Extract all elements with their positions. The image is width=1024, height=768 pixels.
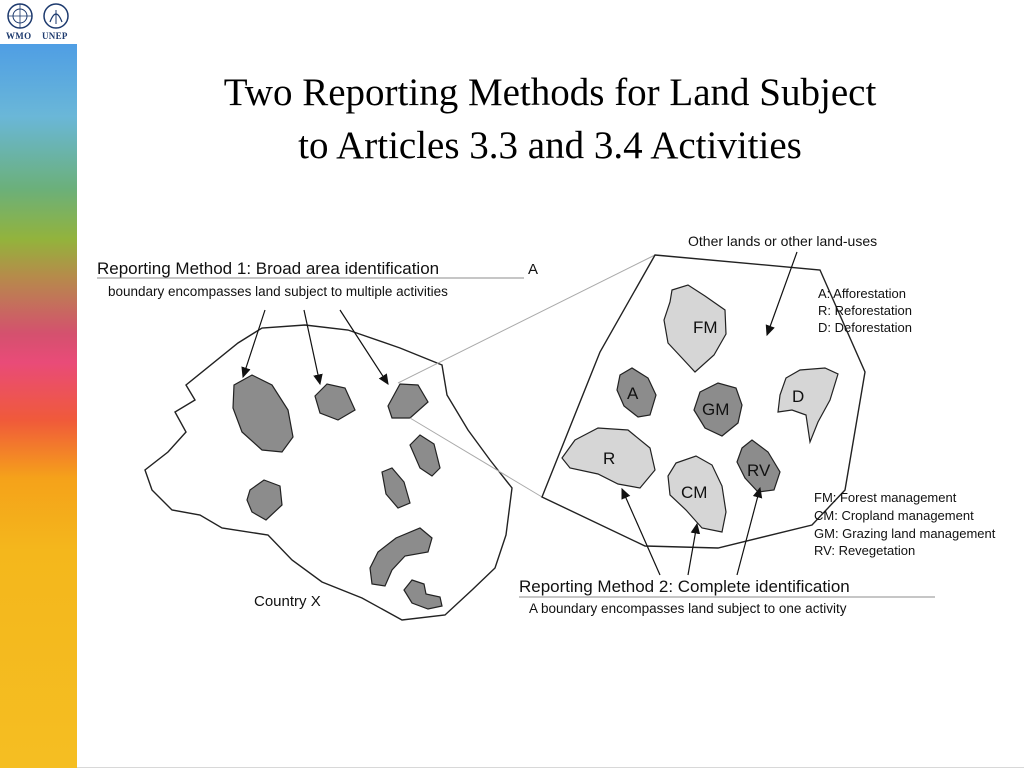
country-x-boundary xyxy=(145,325,512,620)
legend-grazing-land-management: GM: Grazing land management xyxy=(814,526,996,541)
legend-afforestation: A: Afforestation xyxy=(818,286,906,301)
region-rv-label: RV xyxy=(747,461,771,480)
other-lands-label: Other lands or other land-uses xyxy=(688,233,878,249)
legend-revegetation: RV: Revegetation xyxy=(814,543,916,558)
region-a-label: A xyxy=(627,384,639,403)
region-r-label: R xyxy=(603,449,616,468)
method1-subtitle: boundary encompasses land subject to multiple activities xyxy=(108,284,448,299)
title-line-2: to Articles 3.3 and 3.4 Activities xyxy=(298,124,802,167)
wmo-label: WMO xyxy=(6,31,32,41)
region-gm-label: GM xyxy=(702,400,730,419)
method2-heading: Reporting Method 2: Complete identification xyxy=(519,577,850,596)
legend-deforestation: D: Deforestation xyxy=(818,320,912,335)
unep-label: UNEP xyxy=(42,31,68,41)
legend-cropland-management: CM: Cropland management xyxy=(814,508,974,523)
region-cm-label: CM xyxy=(681,483,708,502)
method1-heading: Reporting Method 1: Broad area identification xyxy=(97,259,440,278)
method1-heading-suffix: A xyxy=(528,261,539,278)
legend-forest-management: FM: Forest management xyxy=(814,490,957,505)
title-line-1: Two Reporting Methods for Land Subject xyxy=(223,71,877,114)
region-d-label: D xyxy=(792,387,805,406)
method2-subtitle: A boundary encompasses land subject to one activity xyxy=(529,601,847,616)
country-label: Country X xyxy=(254,593,321,610)
legend-reforestation: R: Reforestation xyxy=(818,303,912,318)
region-fm-label: FM xyxy=(693,318,718,337)
